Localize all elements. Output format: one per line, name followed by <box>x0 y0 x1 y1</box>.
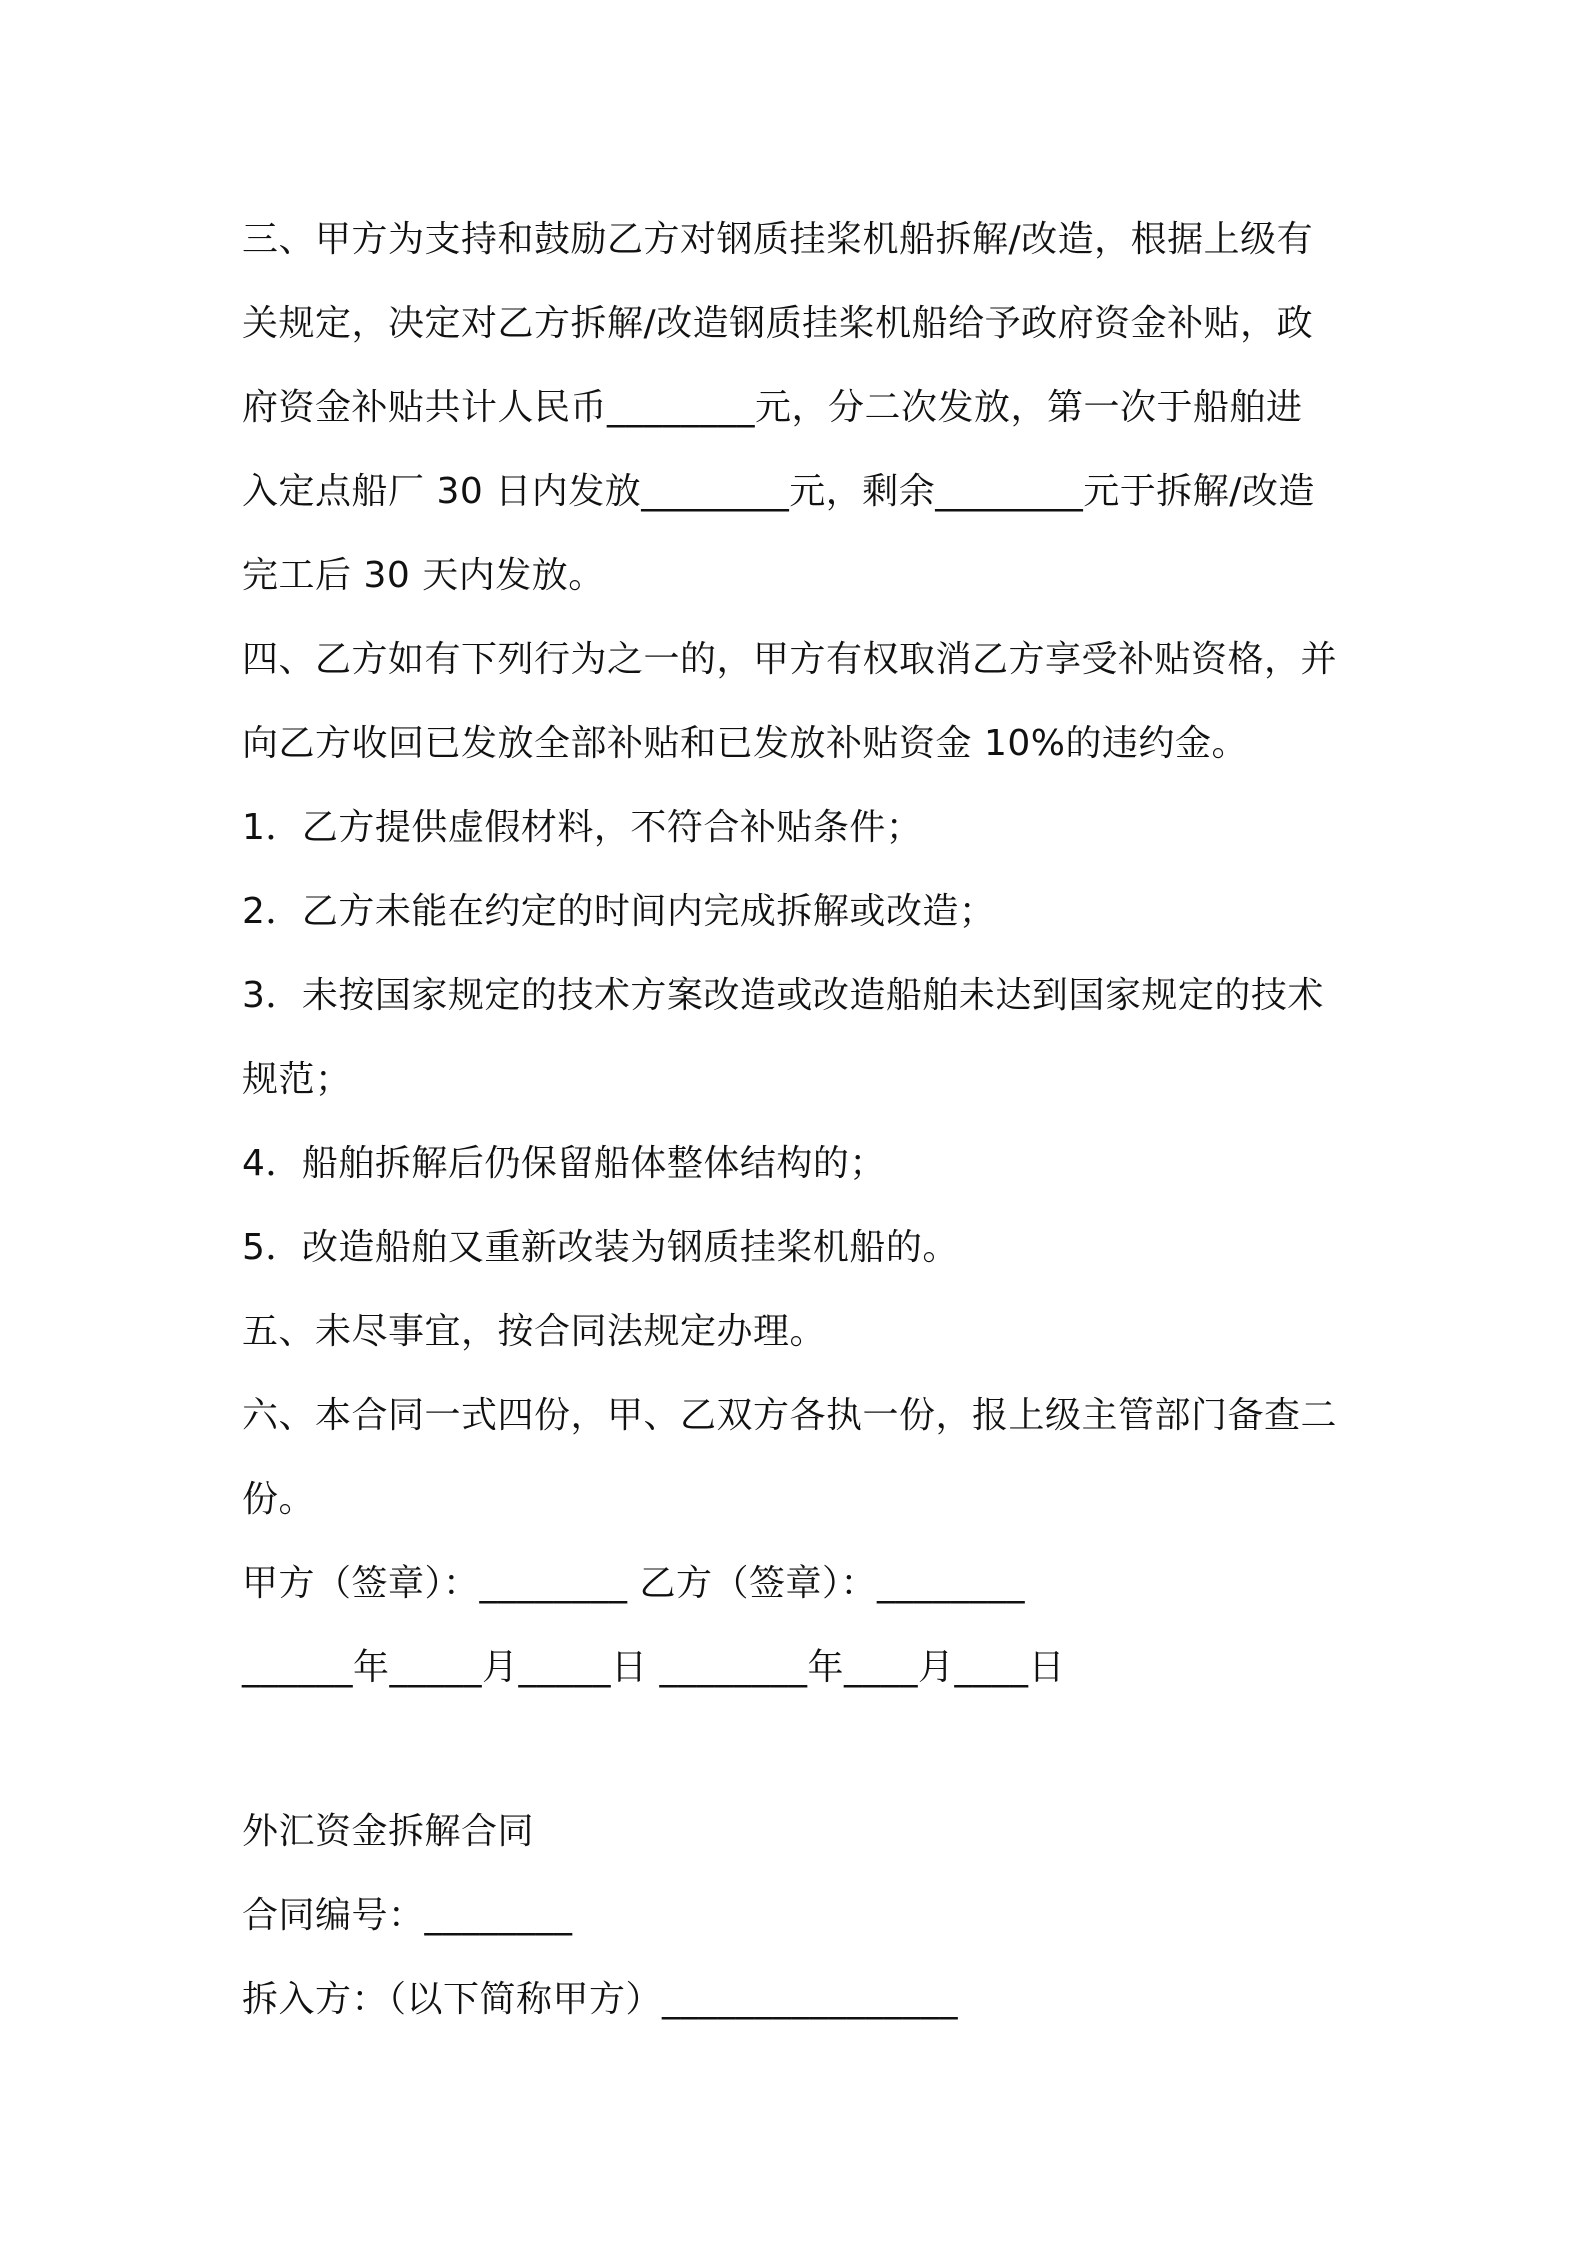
clause-5: 五、未尽事宜，按合同法规定办理。 <box>242 1311 827 1352</box>
clause-3-line-2: 关规定，决定对乙方拆解/改造钢质挂桨机船给予政府资金补贴，政 <box>242 303 1314 344</box>
clause-4-item-4: 4．船舶拆解后仍保留船体整体结构的； <box>242 1143 886 1184</box>
clause-4-line-2: 向乙方收回已发放全部补贴和已发放补贴资金 10%的违约金。 <box>242 723 1248 764</box>
document-body <box>242 198 1352 2042</box>
signature-line: 甲方（签章）：________ 乙方（签章）：________ <box>242 1563 1025 1604</box>
clause-4-item-3-line-2: 规范； <box>242 1059 352 1100</box>
clause-3-line-3: 府资金补贴共计人民币________元，分二次发放，第一次于船舶进 <box>242 387 1303 428</box>
clause-3-line-4: 入定点船厂 30 日内发放________元，剩余________元于拆解/改造 <box>242 471 1315 512</box>
clause-4-line-1: 四、乙方如有下列行为之一的，甲方有权取消乙方享受补贴资格，并 <box>242 639 1338 680</box>
section-spacer <box>242 1710 1352 1790</box>
borrower-line: 拆入方：（以下简称甲方）________________ <box>242 1979 959 2020</box>
clause-3-line-1: 三、甲方为支持和鼓励乙方对钢质挂桨机船拆解/改造，根据上级有 <box>242 219 1314 260</box>
clause-6-line-1: 六、本合同一式四份，甲、乙双方各执一份，报上级主管部门备查二 <box>242 1395 1338 1436</box>
clause-6-line-2: 份。 <box>242 1479 316 1520</box>
contract-number-line: 合同编号：________ <box>242 1895 573 1936</box>
clause-4-item-5: 5．改造船舶又重新改装为钢质挂桨机船的。 <box>242 1227 959 1268</box>
clause-3-line-5: 完工后 30 天内发放。 <box>242 555 605 596</box>
clause-4-item-2: 2．乙方未能在约定的时间内完成拆解或改造； <box>242 891 996 932</box>
second-contract-title: 外汇资金拆解合同 <box>242 1811 535 1852</box>
clause-4-item-3-line-1: 3．未按国家规定的技术方案改造或改造船舶未达到国家规定的技术 <box>242 975 1324 1016</box>
clause-4-item-1: 1．乙方提供虚假材料，不符合补贴条件； <box>242 807 923 848</box>
date-line: ______年_____月_____日 ________年____月____日 <box>242 1647 1065 1688</box>
